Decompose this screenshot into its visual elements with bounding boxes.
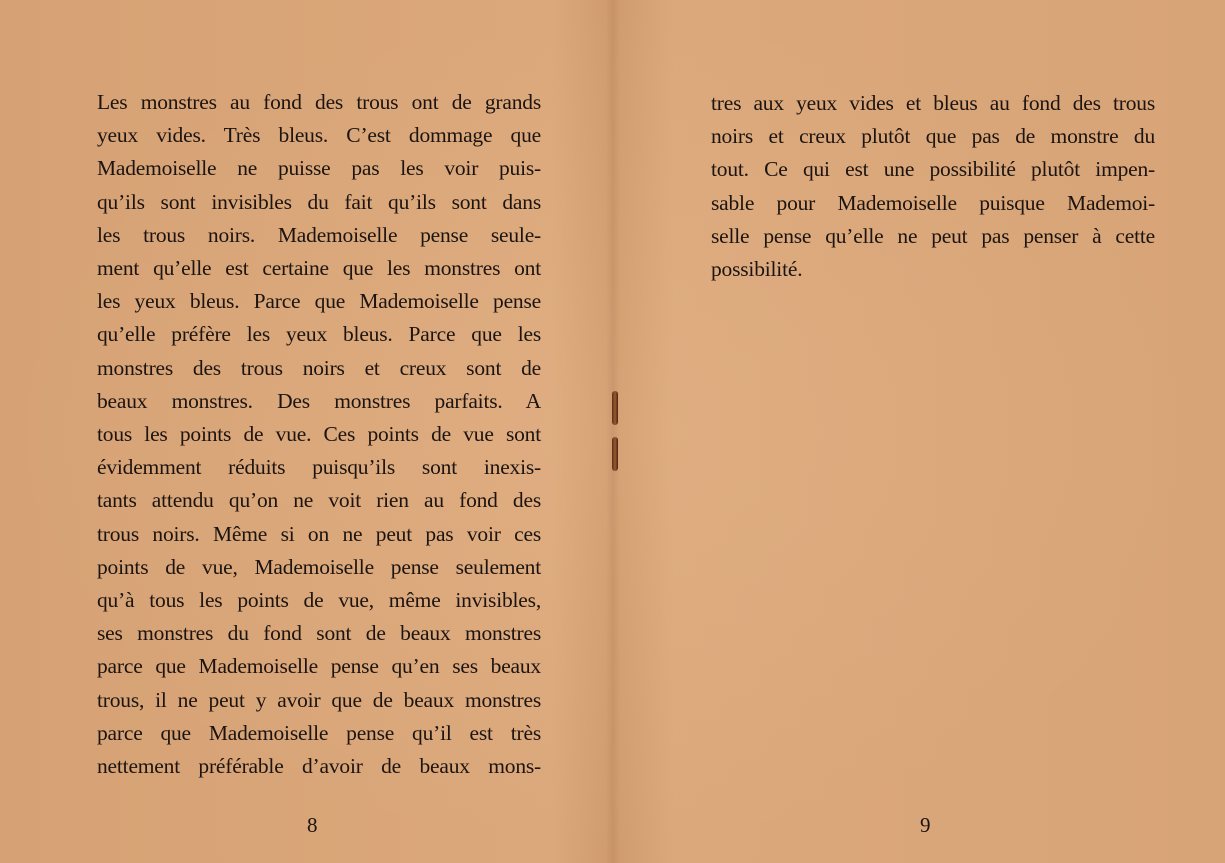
text-line: trous noirs. Même si on ne peut pas voir ces	[97, 521, 541, 546]
text-line: sable pour Mademoiselle puisque Mademoi-	[711, 190, 1155, 215]
text-line: yeux vides. Très bleus. C’est dommage que	[97, 123, 541, 148]
text-line: Les monstres au fond des trous ont de grands	[97, 90, 541, 114]
text-line: les trous noirs. Mademoiselle pense seule-	[97, 222, 541, 247]
text-line: Mademoiselle ne puisse pas les voir puis-	[97, 156, 541, 181]
text-line: qu’ils sont invisibles du fait qu’ils sont dans	[97, 189, 541, 214]
text-line: beaux monstres. Des monstres parfaits. A	[97, 388, 541, 413]
text-line: ses monstres du fond sont de beaux monstres	[97, 621, 541, 646]
text-line: évidemment réduits puisqu’ils sont inexis-	[97, 455, 541, 480]
text-line: possibilité.	[711, 257, 803, 282]
staple-top	[612, 391, 618, 425]
staple-bottom	[612, 437, 618, 471]
text-line: parce que Mademoiselle pense qu’en ses beaux	[97, 654, 541, 679]
text-line: trous, il ne peut y avoir que de beaux monstres	[97, 687, 541, 712]
text-line: tants attendu qu’on ne voit rien au fond des	[97, 488, 541, 513]
text-line: points de vue, Mademoiselle pense seulement	[97, 554, 541, 579]
text-line: ment qu’elle est certaine que les monstres ont	[97, 256, 541, 281]
text-line: tous les points de vue. Ces points de vue sont	[97, 422, 541, 447]
right-page-number: 9	[920, 813, 931, 837]
text-line: monstres des trous noirs et creux sont de	[97, 355, 541, 380]
text-line: nettement préférable d’avoir de beaux mons-	[97, 754, 541, 779]
right-page-text	[711, 87, 1155, 286]
text-line: les yeux bleus. Parce que Mademoiselle pense	[97, 289, 541, 314]
text-line: noirs et creux plutôt que pas de monstre du	[711, 124, 1155, 149]
book-gutter	[606, 0, 620, 863]
text-line: selle pense qu’elle ne peut pas penser à cette	[711, 223, 1155, 248]
text-line: tres aux yeux vides et bleus au fond des trous	[711, 91, 1155, 115]
text-line: tout. Ce qui est une possibilité plutôt impen-	[711, 157, 1155, 182]
text-line: qu’elle préfère les yeux bleus. Parce que les	[97, 322, 541, 347]
left-page-number: 8	[307, 813, 318, 837]
text-line: qu’à tous les points de vue, même invisibles,	[97, 588, 541, 613]
left-page-text	[97, 86, 541, 783]
text-line: parce que Mademoiselle pense qu’il est très	[97, 720, 541, 745]
